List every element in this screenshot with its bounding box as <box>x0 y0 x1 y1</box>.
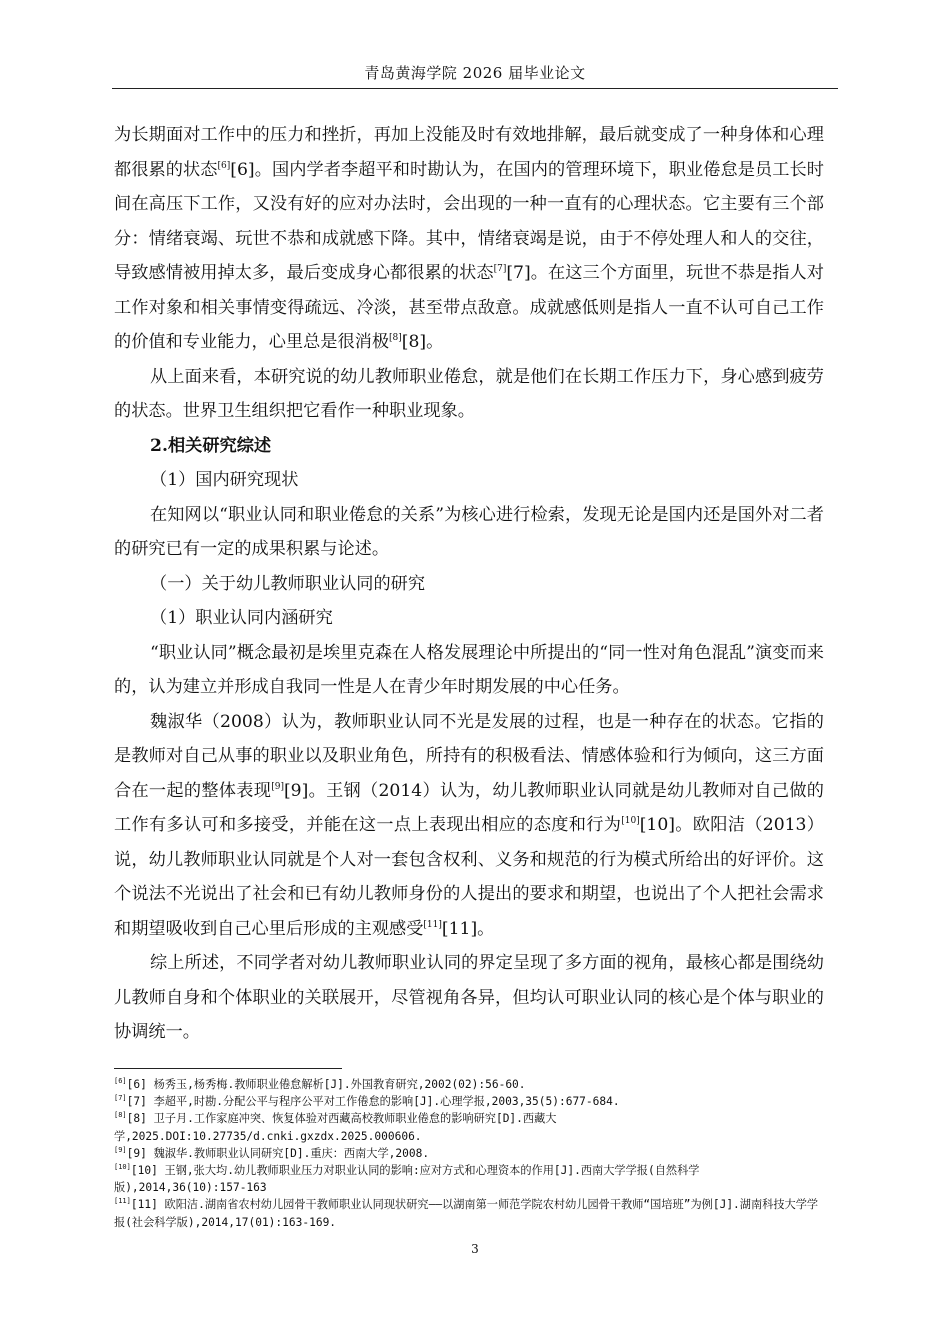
footnote <box>114 1162 826 1196</box>
paragraph-conclusion: 综上所述，不同学者对幼儿教师职业认同的界定呈现了多方面的视角，最核心都是围绕幼儿教师自身和个体职业的关联展开，尽管视角各异，但均认可职业认同的核心是个体与职业的协调统一。 <box>114 953 824 1042</box>
subsection-heading: （1）国内研究现状 <box>150 470 299 490</box>
footnote <box>114 1110 826 1144</box>
footnote <box>114 1076 826 1093</box>
footnote-text: [7] 李超平,时勘.分配公平与程序公平对工作倦怠的影响[J].心理学报,2003,35(5):677-684. <box>126 1095 620 1109</box>
text-run: 魏淑华（2008）认为，教师职业认同不光是发展的过程，也是一种存在的状态。它指的是教师对自己从事的职业以及职业角色，所持有的积极看法、情感体验和行为倾向，这三方面合在一起的整体表现 <box>114 711 824 801</box>
footnote-ref: [8] <box>114 1111 127 1120</box>
body-text <box>114 118 824 1050</box>
paragraph-identity-origin: “职业认同”概念最初是埃里克森在人格发展理论中所提出的“同一性对角色混乱”演变而来的，认为建立并形成自我同一性是人在青少年时期发展的中心任务。 <box>114 642 824 697</box>
footnote-ref: [10] <box>114 1163 131 1172</box>
text-run: [6]。国内学者李超平和时勘认为，在国内的管理环境下，职业倦怠是员工长时间在高压下工作，又没有好的应对办法时，会出现的一种一直有的心理状态。它主要有三个部分：情绪衰竭、玩世不恭和成就感下降。其中，情绪衰竭是说，由于不停处理人和人的交往，导致感情被用掉太多，最后变成身心都很累的状态 <box>114 159 824 283</box>
footnote-ref: [6] <box>114 1077 127 1085</box>
footnote <box>114 1093 826 1110</box>
citation-superscript: [10] <box>621 816 640 826</box>
citation-superscript: [6] <box>217 160 231 171</box>
footnote-rule <box>114 1068 342 1069</box>
paragraph-search-note: 在知网以“职业认同和职业倦怠的关系”为核心进行检索，发现无论是国内还是国外对二者的研究已有一定的成果积累与论述。 <box>114 504 824 559</box>
text-run: [9]。王钢（2014）认为，幼儿教师职业认同就是幼儿教师对自己做的工作有多认可和多接受，并能在这一点上表现出相应的态度和行为 <box>114 780 824 835</box>
citation-superscript: [7] <box>493 264 507 274</box>
page-number: 3 <box>471 1242 479 1256</box>
citation-superscript: [9] <box>271 781 284 792</box>
text-run: 为长期面对工作中的压力和挫折，再加上没能及时有效地排解，最后就变成了一种身体和心理都很累的状态 <box>114 125 824 180</box>
footnote-text: [6] 杨秀玉,杨秀梅.教师职业倦怠解析[J].外国教育研究,2002(02):56-60. <box>126 1078 526 1091</box>
text-run: [7]。在这三个方面里，玩世不恭是指人对工作对象和相关事情变得疏远、冷淡，甚至带点敌意。成就感低则是指人一直不认可自己工作的价值和专业能力，心里总是很消极 <box>114 263 824 352</box>
footnote-text: [11] 欧阳洁.湖南省农村幼儿园骨干教师职业认同现状研究——以湖南第一师范学院农村幼儿园骨干教师“国培班”为例[J].湖南科技大学学报(社会科学版),2014,17(01):163-169. <box>114 1198 819 1229</box>
text-run: [8]。 <box>401 332 444 352</box>
footnote-text: [10] 王钢,张大均.幼儿教师职业压力对职业认同的影响:应对方式和心理资本的作用[J].西南大学学报(自然科学版),2014,36(10):157-163 <box>114 1164 700 1195</box>
paragraph-summary-burnout: 从上面来看，本研究说的幼儿教师职业倦怠，就是他们在长期工作压力下，身心感到疲劳的状态。世界卫生组织把它看作一种职业现象。 <box>114 366 824 421</box>
text-run: [10]。欧阳洁（2013）说，幼儿教师职业认同就是个人对一套包含权利、义务和规范的行为模式所给出的好评价。这个说法不光说出了社会和已有幼儿教师身份的人提出的要求和期望，也说出了个人把社会需求和期望吸收到自己心里后形成的主观感受 <box>114 815 824 939</box>
footnote-ref: [11] <box>114 1197 131 1206</box>
footnote-text: [9] 魏淑华.教师职业认同研究[D].重庆：西南大学,2008. <box>126 1146 430 1160</box>
paragraph-identity-definitions <box>114 705 824 947</box>
citation-superscript: [11] <box>423 919 442 930</box>
section-heading: 2.相关研究综述 <box>150 435 272 456</box>
footnotes <box>114 1076 826 1231</box>
page-header: 青岛黄海学院 2026 届毕业论文 <box>364 64 586 82</box>
header-rule <box>112 88 838 89</box>
text-run: [11]。 <box>441 918 495 939</box>
footnote-ref: [9] <box>114 1145 127 1154</box>
footnote-text: [8] 卫子月.工作家庭冲突、恢复体验对西藏高校教师职业倦怠的影响研究[D].西藏大学,2025.DOI:10.27735/d.cnki.gxzdx.2025.000606. <box>114 1112 557 1143</box>
subsection-heading: （一）关于幼儿教师职业认同的研究 <box>150 573 426 594</box>
subsection-heading: （1）职业认同内涵研究 <box>150 608 333 628</box>
footnote-ref: [7] <box>114 1094 127 1103</box>
footnote <box>114 1145 826 1162</box>
paragraph-burnout-definition <box>114 118 824 360</box>
citation-superscript: [8] <box>389 333 402 343</box>
footnote <box>114 1196 826 1230</box>
